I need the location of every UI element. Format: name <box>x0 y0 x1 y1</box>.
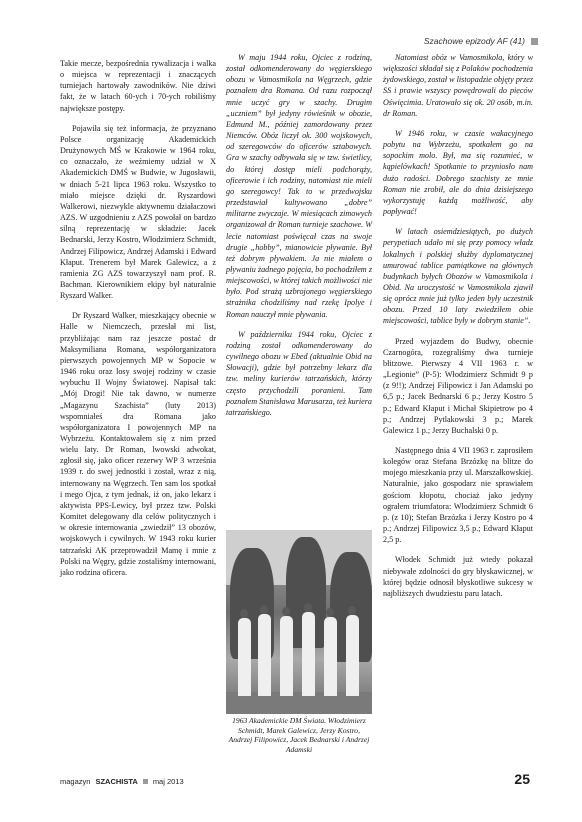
paragraph: Następnego dnia 4 VII 1963 r. zaprosiłem kolegów oraz Stefana Brzózkę na blitze do mojego mieszkania przy ul. Marszałkowskiej. Naturalnie, jako gospodarz nie sprawiałem gościom kłopotu, chociaż jako jedyny ograłem triumfatora: Włodzimierz Schmidt 6 p. (z 10); Stefan Brzózka i Jerzy Kostro po 4 p.; Andrzej Filipowicz 3,5 p.; Edward Kłaput 2,5 p. <box>383 446 533 545</box>
paragraph: W 1946 roku, w czasie wakacyjnego pobytu na Wybrzeżu, spotkałem go na sopockim molo. Był, ma się rozumieć, w kąpielówkach! Spotkanie to przyniosło nam dużo radości. Dobrego szachisty ze mnie Roman nie zrobił, ale do dnia dzisiejszego wykorzystuję każdą możliwość, aby popływać! <box>383 128 533 217</box>
paragraph: Pojawiła się też informacja, że przyznano Polsce organizację Akademickich Drużynowych MŚ w Krakowie w 1964 roku, co oznaczało, że weźmiemy udział w X Akademickich DMŚ w Budwie, w Jugosławii, w dniach 5-21 lipca 1963 roku. Wszystko to miało miejsce dzięki dr. Ryszardowi Walkerowi, niezwykle aktywnemu działaczowi AZS. W uzgodnieniu z AZS powołał on bardzo silną reprezentację w składzie: Jacek Bednarski, Jerzy Kostro, Włodzimierz Schmidt, Andrzej Filipowicz, Andrzej Adamski i Edward Kłaput. Trenerem był Marek Galewicz, a z ramienia ZG AZS towarzyszył nam prof. R. Bachman. Kierownikiem ekipy był naturalnie Ryszard Walker. <box>60 123 216 301</box>
photo-caption: 1963 Akademickie DM Świata. Włodzimierz Schmidt, Marek Galewicz, Jerzy Kostro, Andrzej Filipowicz, Jacek Bednarski i Andrzej Adamski <box>228 716 370 754</box>
footer-brand: SZACHISTA <box>95 777 138 786</box>
paragraph: W maju 1944 roku, Ojciec z rodziną, został odkomenderowany do węgierskiego obozu w Vamosmikola na Węgrzech, gdzie poznałem dra Romana. Od razu rozpoczął mnie uczyć gry w szachy. Drugim „uczniem” był jedyny rówieśnik w obozie, Edmund M., później zamordowany przez Niemców. Obóz liczył ok. 300 wojskowych, od szeregowców do oficerów sztabowych. Gra w szachy odbywała się w tzw. świetlicy, do której dostęp mieli podchorąży, oficerowie i ich rodziny, natomiast nie mieli go szeregowcy! Tak to w przedwojsku przedstawiał kultywowano „dobre” militarne zwyczaje. W miesiącach zimowych organizował dr Roman turnieje szachowe. W lecie natomiast poświęcał czas na swoje drugie „hobby”, mianowicie pływanie. Był też dobrym pływakiem. Ja nie miałem o pływaniu żadnego pojęcia, bo pochodziłem z miejscowości, w której takich możliwości nie było. Pod strażą uzbrojonego węgierskiego strażnika chodziliśmy nad rzekę Ipolye i Roman nauczył mnie pływania. <box>226 53 372 319</box>
footer-square-icon <box>143 779 148 784</box>
paragraph: Przed wyjazdem do Budwy, obecnie Czarnogóra, rozegraliśmy dwa turnieje błitzowe. Pierwszy 4 VII 1963 r. w „Legionie” (P-5): Włodzimierz Schmidt 9 p (z 9!!); Andrzej Filipowicz i Jan Adamski po 6,5 p.; Jacek Bednarski 6 p.; Jerzy Kostro 5 p.; Edward Kłaput i Michał Skipietrow po 4 p.; Andrzej Pytlakowski 3 p.; Marek Galewicz 1 p.; Jerzy Buchalski 0 p. <box>383 336 533 435</box>
section-title: Szachowe epizody AF (41) <box>423 36 525 46</box>
footer-issue: maj 2013 <box>152 777 184 786</box>
page-number: 25 <box>514 771 530 787</box>
column-middle <box>226 52 372 427</box>
column-left <box>60 58 216 587</box>
page-footer <box>60 777 184 786</box>
footer-magazine: magazyn <box>60 777 91 786</box>
paragraph: Włodek Schmidt już wtedy pokazał niebywałe zdolności do gry błyskawicznej, w której będzie odnosił błyskotliwe sukcesy w najbliższych dwudziestu paru latach. <box>383 555 533 598</box>
section-header <box>424 36 538 46</box>
paragraph: W październiku 1944 roku, Ojciec z rodziną został odkomenderowany do cywilnego obozu w Ebed (aktualnie Obid na Słowacji), gdzie był potrzebny lekarz dla tzw. meliny kurierów tatrzańskich, którzy często przychodzili poranieni. Tam poznałem Stanisława Marusarza, też kuriera tatrzańskiego. <box>226 329 372 417</box>
paragraph: W latach osiemdziesiątych, po dużych perypetiach udało mi się przy pomocy władz lokalnych i polskiej służby dyplomatycznej umurować tablice pamiątkowe na głównych budynkach byłych Obozów w Vamosmikola i Obid. Na uroczystość w Vamosmikola zjawił się oprócz mnie już tylko jeden były uczestnik obozu. Przed 10 laty zwiedziłem obie miejscowości, tablice były w dobrym stanie”. <box>383 227 533 326</box>
paragraph: Dr Ryszard Walker, mieszkający obecnie w Halle w Niemczech, przesłał mi list, przybliżając nam raz jeszcze postać dr Maksymiliana Romana, współorganizatora pierwszych powojennych MP w Sopocie w 1946 roku oraz losy swojej rodziny w czasie wybuchu II Wojny Światowej. Napisał tak: „Mój Drogi! Nie tak dawno, w numerze „Magazynu Szachista” (luty 2013) wspomniałeś dra Romana jako współorganizatora I powojennych MP na Wybrzeżu. Kontaktowałem się z nim przed wielu laty. Dr Roman, lwowski adwokat, zgłosił się, jako oficer rezerwy WP 3 września 1939 r. do swej jednostki i został, wraz z nią, internowany na Węgrzech. Ten sam los spotkał i mego Ojca, z tym jednak, iż on, jako lekarz i aktywista PPS-Lewicy, był przez tzw. Polski Komitet delegowany dla celów politycznych i w okresie internowania „zwiedził” 13 obozów, wojskowych i cywilnych. W 1943 roku kurier tatrzański AK przeprowadził Mamę i mnie z Polski na Węgry, gdzie zostaliśmy internowani, jako rodzina oficera. <box>60 311 216 577</box>
paragraph: Takie mecze, bezpośrednia rywalizacja i walka o miejsca w reprezentacji i znaczących turniejach hartowały zawodników. Nie dziwi fakt, że w latach 60-ych i 70-ych robiliśmy największe postępy. <box>60 59 216 113</box>
header-square-icon <box>531 38 538 45</box>
paragraph: Natomiast obóz w Vamosmikola, który w większości składał się z Polaków pochodzenia żydowskiego, został w listopadzie objęty przez SS i prawie wszyscy powędrowali do pieców Oświęcimia. Uratowało się ok. 20 osób, m.in. dr Roman. <box>383 53 533 118</box>
column-right <box>383 52 533 608</box>
team-photo <box>226 530 372 714</box>
